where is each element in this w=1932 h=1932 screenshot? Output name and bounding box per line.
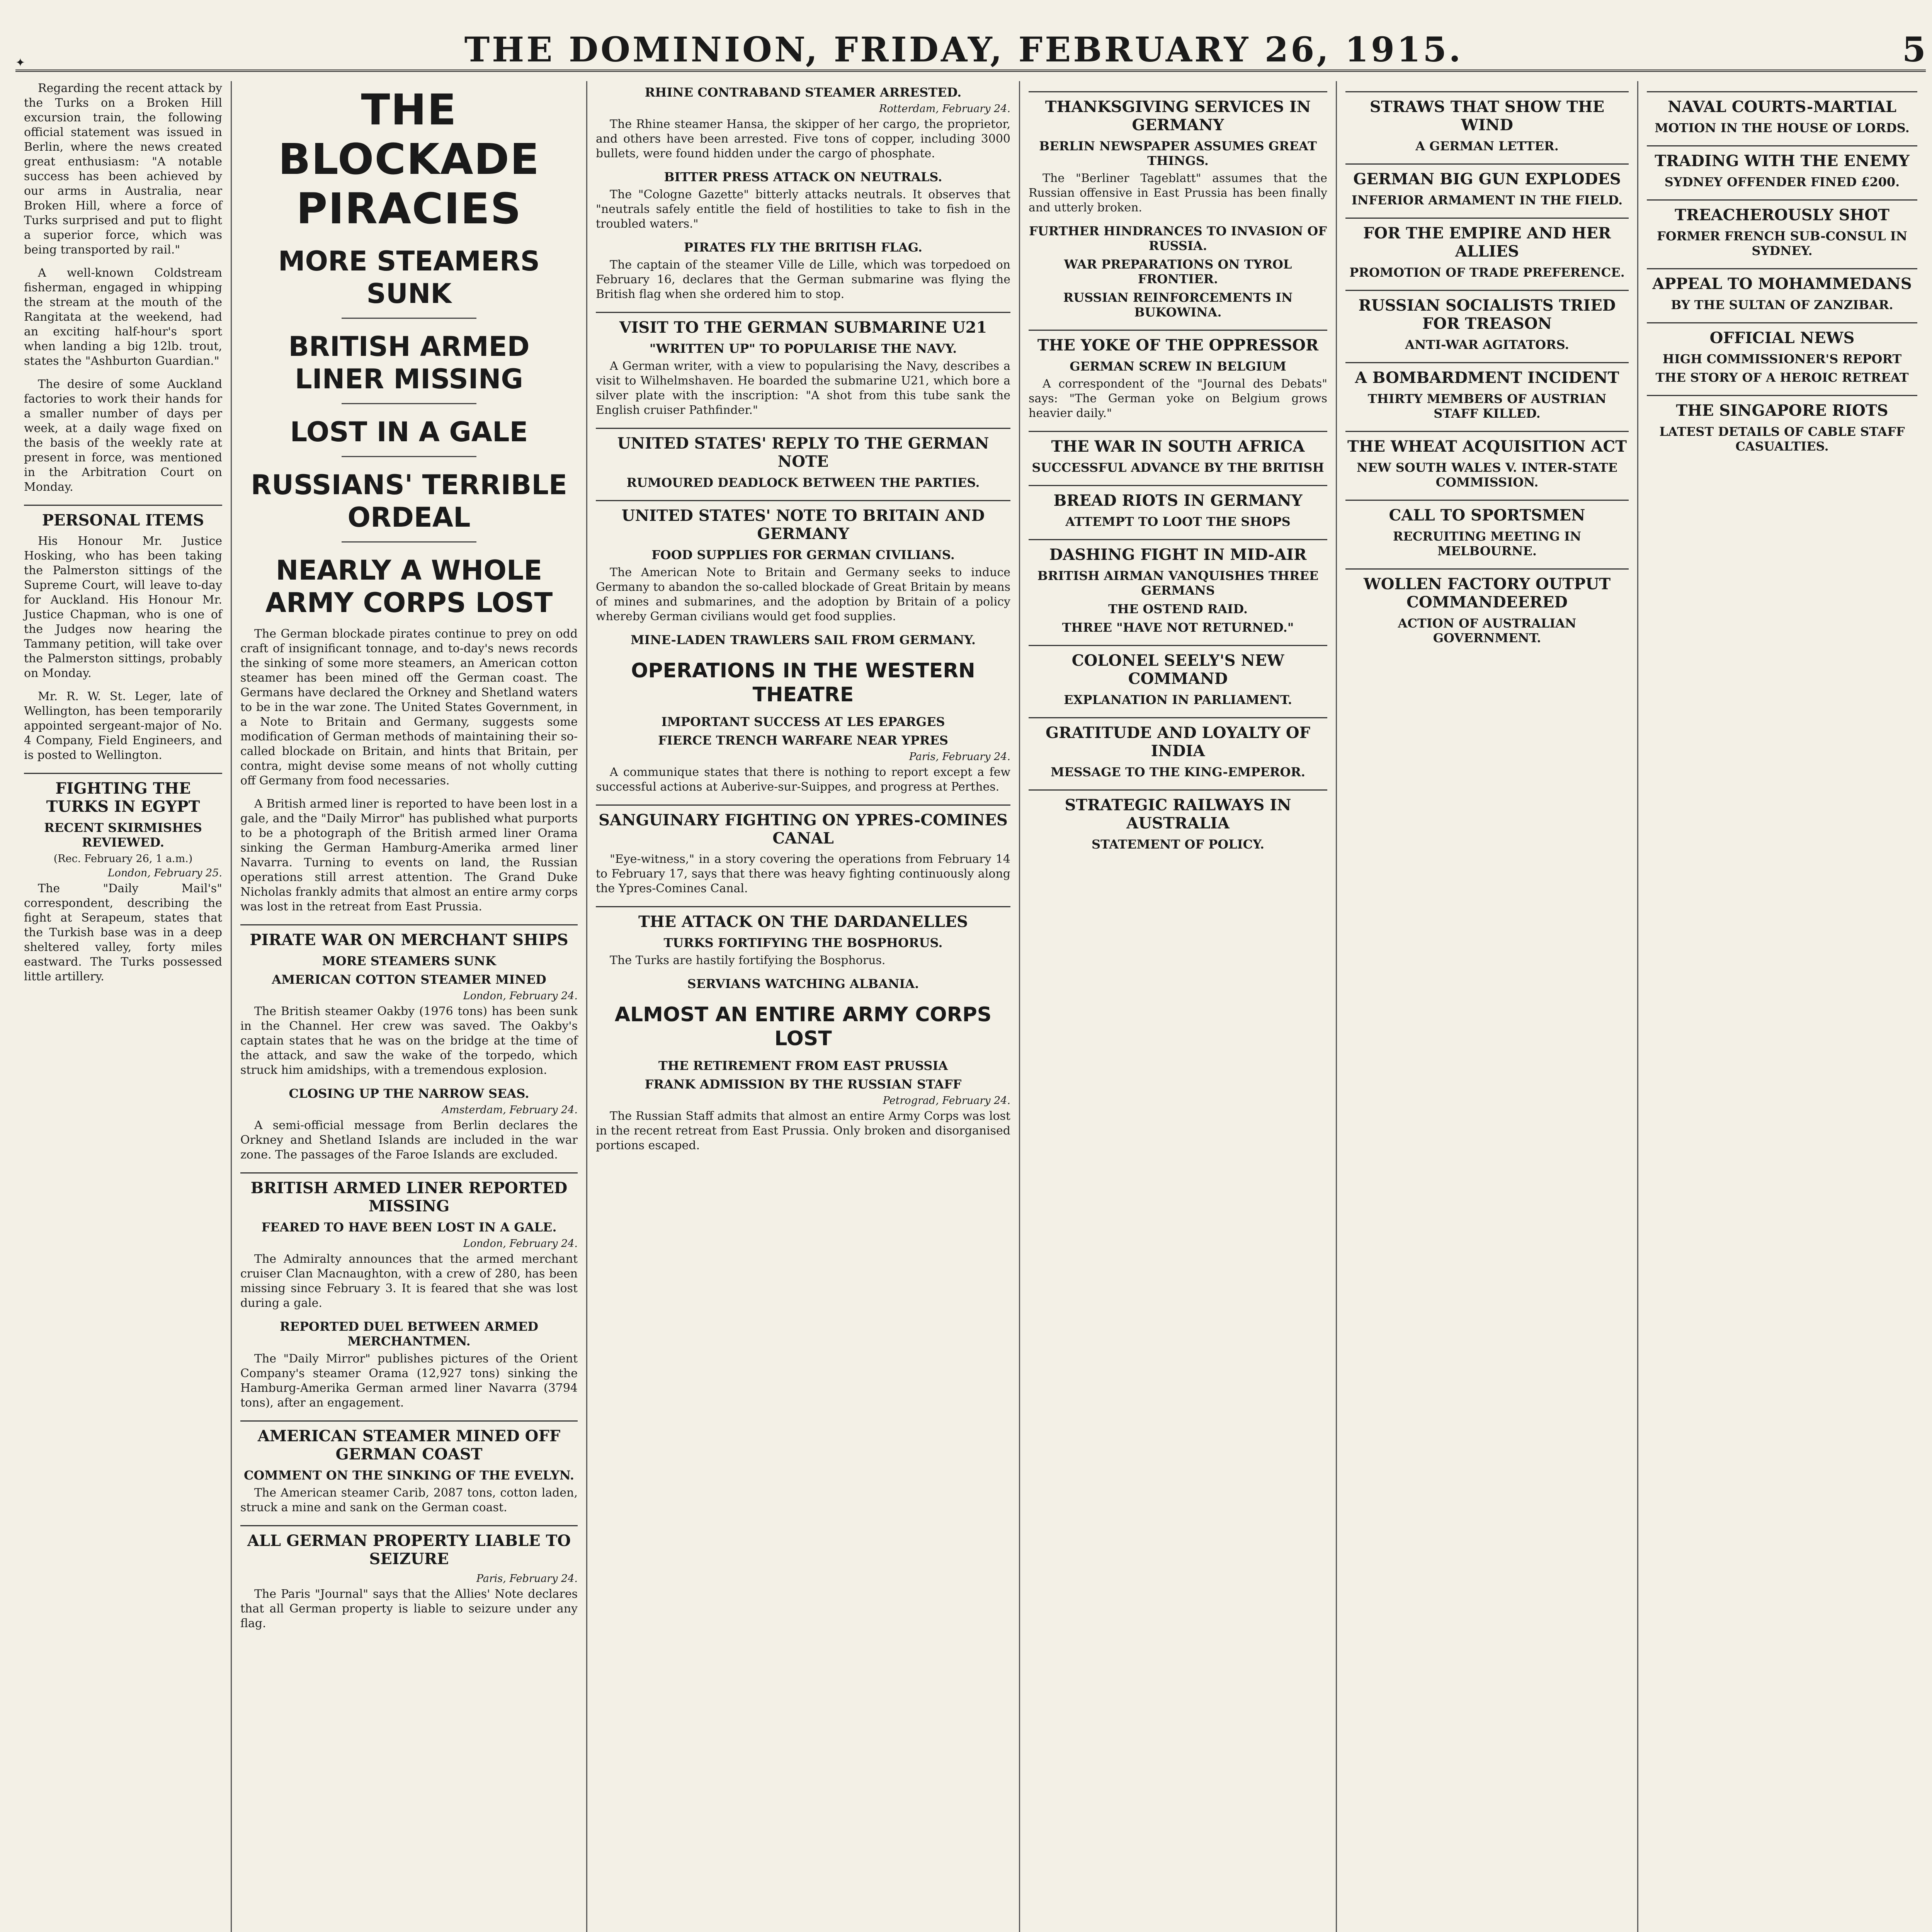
divider xyxy=(342,541,476,543)
section-heading: WOLLEN FACTORY OUTPUT COMMANDEERED xyxy=(1345,568,1629,611)
dateline: Rotterdam, February 24. xyxy=(879,103,1010,115)
article-text: A semi-official message from Berlin declares the Orkney and Shetland Islands are included in the war zone. The passages of the Faroe Islands are excluded. xyxy=(240,1119,578,1162)
subheading: FORMER FRENCH SUB-CONSUL IN SYDNEY. xyxy=(1657,229,1907,258)
newspaper-title: THE DOMINION, FRIDAY, FEBRUARY 26, 1915. xyxy=(464,29,1463,70)
section-heading: FIGHTING THE TURKS IN EGYPT xyxy=(24,773,222,816)
subheading: AMERICAN COTTON STEAMER MINED xyxy=(272,972,546,987)
section-heading: THANKSGIVING SERVICES IN GERMANY xyxy=(1029,91,1327,134)
article-text: Mr. R. W. St. Leger, late of Wellington, has been temporarily appointed sergeant-major of No. 4 Company, Field Engineers, and is posted to Wellington. xyxy=(24,690,222,762)
article-text: The "Daily Mail's" correspondent, describing the fight at Serapeum, states that the Turkish base was in a deep sheltered valley, forty miles eastward. The Turks possessed little artillery. xyxy=(24,882,222,983)
subheading: MINE-LADEN TRAWLERS SAIL FROM GERMANY. xyxy=(630,633,976,647)
masthead xyxy=(15,23,1926,72)
section-heading: GRATITUDE AND LOYALTY OF INDIA xyxy=(1029,717,1327,760)
article-text: The captain of the steamer Ville de Lille, which was torpedoed on February 16, declares that the German submarine was flying the British flag when she ordered him to stop. xyxy=(596,258,1010,301)
dateline: Petrograd, February 24. xyxy=(883,1095,1010,1107)
subheading: HIGH COMMISSIONER'S REPORT xyxy=(1662,352,1902,366)
subheading: ACTION OF AUSTRALIAN GOVERNMENT. xyxy=(1398,616,1577,645)
subheading: SYDNEY OFFENDER FINED £200. xyxy=(1664,175,1900,189)
article-text: The Turks are hastily fortifying the Bosphorus. xyxy=(610,954,886,967)
section-heading: PIRATE WAR ON MERCHANT SHIPS xyxy=(240,924,578,949)
column-1 xyxy=(15,81,232,1932)
article-text: The Rhine steamer Hansa, the skipper of her cargo, the proprietor, and others have been arrested. Five tons of copper, including 3000 bullets, were found hidden under the cargo of phosphate. xyxy=(596,117,1010,160)
article-text: The "Cologne Gazette" bitterly attacks neutrals. It observes that "neutrals safely entitle the field of hostilities to take to fish in the troubled waters." xyxy=(596,188,1010,231)
subheading: THE RETIREMENT FROM EAST PRUSSIA xyxy=(658,1058,948,1073)
dateline: London, February 24. xyxy=(463,1238,578,1250)
section-heading: THE WHEAT ACQUISITION ACT xyxy=(1345,431,1629,456)
subheading: THIRTY MEMBERS OF AUSTRIAN STAFF KILLED. xyxy=(1367,391,1607,421)
divider xyxy=(342,403,476,404)
headline: MORE STEAMERS SUNK xyxy=(278,245,540,310)
subheading: LATEST DETAILS OF CABLE STAFF CASUALTIES. xyxy=(1659,424,1905,454)
section-heading: STRATEGIC RAILWAYS IN AUSTRALIA xyxy=(1029,789,1327,832)
subheading: NEW SOUTH WALES V. INTER-STATE COMMISSION. xyxy=(1357,460,1617,490)
article-text: The Paris "Journal" says that the Allies' Note declares that all German property is liable to seizure under any flag. xyxy=(240,1587,578,1630)
section-heading: THE ATTACK ON THE DARDANELLES xyxy=(596,906,1010,931)
section-heading: NAVAL COURTS-MARTIAL xyxy=(1647,91,1917,116)
section-heading: CALL TO SPORTSMEN xyxy=(1345,500,1629,524)
headline: ALMOST AN ENTIRE ARMY CORPS LOST xyxy=(614,1003,992,1050)
subheading: GERMAN SCREW IN BELGIUM xyxy=(1070,359,1286,374)
subheading: RUSSIAN REINFORCEMENTS IN BUKOWINA. xyxy=(1063,290,1293,320)
section-heading: BRITISH ARMED LINER REPORTED MISSING xyxy=(240,1172,578,1215)
subheading: RHINE CONTRABAND STEAMER ARRESTED. xyxy=(645,85,962,100)
headline: OPERATIONS IN THE WESTERN THEATRE xyxy=(631,659,975,706)
subheading: THE OSTEND RAID. xyxy=(1108,602,1248,616)
subheading: ANTI-WAR AGITATORS. xyxy=(1405,337,1569,352)
section-heading: STRAWS THAT SHOW THE WIND xyxy=(1345,91,1629,134)
divider xyxy=(342,318,476,319)
dateline: (Rec. February 26, 1 a.m.) xyxy=(53,853,193,865)
subheading: INFERIOR ARMAMENT IN THE FIELD. xyxy=(1351,193,1623,207)
article-text: A British armed liner is reported to have been lost in a gale, and the "Daily Mirror" has published what purports to be a photograph of the British armed liner Orama sinking the German Hamburg-Amerika armed liner Navarra. Turning to events on land, the Russian operations still arrest attention. The Grand Duke Nicholas frankly admits that almost an entire army corps was lost in the retreat from East Prussia. xyxy=(240,797,578,913)
subheading: FURTHER HINDRANCES TO INVASION OF RUSSIA. xyxy=(1029,224,1327,253)
section-heading: FOR THE EMPIRE AND HER ALLIES xyxy=(1345,218,1629,260)
article-text: A German writer, with a view to popularising the Navy, describes a visit to Wilhelmshaven. He boarded the submarine U21, which bore a silver plate with the inscription: "A shot from this tube sank the English cruiser Pathfinder." xyxy=(596,359,1010,417)
column-4 xyxy=(1020,81,1337,1932)
article-text: A communique states that there is nothing to report except a few successful actions at Auberive-sur-Suippes, and progress at Perthes. xyxy=(596,765,1010,794)
section-heading: GERMAN BIG GUN EXPLODES xyxy=(1345,163,1629,188)
dateline: London, February 24. xyxy=(463,990,578,1002)
subheading: EXPLANATION IN PARLIAMENT. xyxy=(1064,692,1292,707)
masthead-ornament-left: ✦ xyxy=(15,56,26,70)
dateline: Amsterdam, February 24. xyxy=(442,1104,578,1116)
section-heading: OFFICIAL NEWS xyxy=(1647,322,1917,347)
section-heading: COLONEL SEELY'S NEW COMMAND xyxy=(1029,645,1327,688)
column-2 xyxy=(232,81,587,1932)
article-text: His Honour Mr. Justice Hosking, who has been taking the Palmerston sittings of the Supreme Court, will leave to-day for Auckland. His Honour Mr. Justice Chapman, who is one of the Judges now hearing the Tammany petition, will take over the Palmerston sittings, probably on Monday. xyxy=(24,534,222,680)
dateline: London, February 25. xyxy=(107,867,222,879)
subheading: STATEMENT OF POLICY. xyxy=(1092,837,1264,852)
article-text: The desire of some Auckland factories to work their hands for a smaller number of days per week, at a daily wage fixed on the basis of the weekly rate at present in force, was mentioned in the Arbitration Court on Monday. xyxy=(24,378,222,494)
main-headline: THE BLOCKADE PIRACIES xyxy=(278,85,540,233)
subheading: "WRITTEN UP" TO POPULARISE THE NAVY. xyxy=(649,341,957,356)
section-heading: TRADING WITH THE ENEMY xyxy=(1647,145,1917,170)
headline: BRITISH ARMED LINER MISSING xyxy=(288,331,530,395)
subheading: FRANK ADMISSION BY THE RUSSIAN STAFF xyxy=(645,1077,962,1092)
section-heading: DASHING FIGHT IN MID-AIR xyxy=(1029,539,1327,564)
subheading: BERLIN NEWSPAPER ASSUMES GREAT THINGS. xyxy=(1039,139,1317,168)
subheading: CLOSING UP THE NARROW SEAS. xyxy=(289,1086,529,1101)
article-text: Regarding the recent attack by the Turks on a Broken Hill excursion train, the following official statement was issued in Berlin, where the news created great enthusiasm: "A notable success has been achieved by our arms in Australia, near Broken Hill, where a force of Turks surprised and put to flight a superior force, which was being transported by rail." xyxy=(24,82,222,257)
section-heading: BREAD RIOTS IN GERMANY xyxy=(1029,485,1327,510)
section-heading: TREACHEROUSLY SHOT xyxy=(1647,199,1917,224)
subheading: MORE STEAMERS SUNK xyxy=(322,954,496,968)
dateline: Paris, February 24. xyxy=(909,751,1010,763)
section-heading: UNITED STATES' NOTE TO BRITAIN AND GERMANY xyxy=(596,500,1010,543)
subheading: RECRUITING MEETING IN MELBOURNE. xyxy=(1393,529,1582,558)
subheading: IMPORTANT SUCCESS AT LES EPARGES xyxy=(661,714,945,729)
subheading: REPORTED DUEL BETWEEN ARMED MERCHANTMEN. xyxy=(279,1319,539,1349)
section-heading: SANGUINARY FIGHTING ON YPRES-COMINES CANAL xyxy=(596,804,1010,847)
section-heading: APPEAL TO MOHAMMEDANS xyxy=(1647,268,1917,293)
page-number: 5 xyxy=(1902,29,1926,70)
article-text: The "Daily Mirror" publishes pictures of the Orient Company's steamer Orama (12,927 tons) sinking the Hamburg-Amerika German armed liner Navarra (3794 tons), after an engagement. xyxy=(240,1352,578,1410)
subheading: ATTEMPT TO LOOT THE SHOPS xyxy=(1065,514,1291,529)
subheading: BY THE SULTAN OF ZANZIBAR. xyxy=(1671,298,1893,312)
section-heading: PERSONAL ITEMS xyxy=(24,505,222,529)
dateline: Paris, February 24. xyxy=(476,1573,578,1585)
subheading: TURKS FORTIFYING THE BOSPHORUS. xyxy=(663,935,943,950)
subheading: PIRATES FLY THE BRITISH FLAG. xyxy=(684,240,923,255)
subheading: RECENT SKIRMISHES REVIEWED. xyxy=(44,820,202,850)
section-heading: THE WAR IN SOUTH AFRICA xyxy=(1029,431,1327,456)
subheading: THE STORY OF A HEROIC RETREAT xyxy=(1655,370,1909,385)
article-text: The Russian Staff admits that almost an entire Army Corps was lost in the recent retreat from East Prussia. Only broken and disorganised portions escaped. xyxy=(596,1109,1010,1152)
subheading: SUCCESSFUL ADVANCE BY THE BRITISH xyxy=(1032,460,1324,475)
section-heading: VISIT TO THE GERMAN SUBMARINE U21 xyxy=(596,312,1010,337)
section-heading: RUSSIAN SOCIALISTS TRIED FOR TREASON xyxy=(1345,290,1629,333)
article-text: The American steamer Carib, 2087 tons, cotton laden, struck a mine and sank on the German coast. xyxy=(240,1486,578,1514)
article-text: A correspondent of the "Journal des Debats" says: "The German yoke on Belgium grows heavier daily." xyxy=(1029,377,1327,420)
headline: NEARLY A WHOLE ARMY CORPS LOST xyxy=(265,554,553,619)
article-text: The Admiralty announces that the armed merchant cruiser Clan Macnaughton, with a crew of 280, has been missing since February 3. It is feared that she was lost during a gale. xyxy=(240,1252,578,1310)
article-text: The "Berliner Tageblatt" assumes that the Russian offensive in East Prussia has been finally and utterly broken. xyxy=(1029,172,1327,214)
subheading: MESSAGE TO THE KING-EMPEROR. xyxy=(1050,765,1306,779)
article-text: The German blockade pirates continue to prey on odd craft of insignificant tonnage, and to-day's news records the sinking of some more steamers, an American cotton steamer has been mined off the German coast. The Germans have declared the Orkney and Shetland waters to be in the war zone. The United States Government, in a Note to Britain and Germany, suggests some modification of German methods of maintaining their so-called blockade on Britain, and hints that Britain, per contra, might devise some means of not wholly cutting off Germany from food necessaries. xyxy=(240,627,578,787)
subheading: A GERMAN LETTER. xyxy=(1415,139,1559,153)
section-heading: ALL GERMAN PROPERTY LIABLE TO SEIZURE xyxy=(240,1525,578,1568)
subheading: FOOD SUPPLIES FOR GERMAN CIVILIANS. xyxy=(651,548,955,562)
subheading: BRITISH AIRMAN VANQUISHES THREE GERMANS xyxy=(1037,568,1319,598)
article-text: The American Note to Britain and Germany seeks to induce Germany to abandon the so-called blockade of Great Britain by means of mines and submarines, and the adoption by Britain of a policy whereby German civilians would get food supplies. xyxy=(596,566,1010,623)
column-3 xyxy=(587,81,1020,1932)
section-heading: UNITED STATES' REPLY TO THE GERMAN NOTE xyxy=(596,428,1010,471)
column-6 xyxy=(1638,81,1926,1932)
section-heading: A BOMBARDMENT INCIDENT xyxy=(1345,362,1629,387)
divider xyxy=(342,456,476,457)
subheading: FIERCE TRENCH WARFARE NEAR YPRES xyxy=(658,733,948,748)
subheading: COMMENT ON THE SINKING OF THE EVELYN. xyxy=(243,1468,574,1483)
subheading: PROMOTION OF TRADE PREFERENCE. xyxy=(1349,265,1625,280)
subheading: BITTER PRESS ATTACK ON NEUTRALS. xyxy=(664,170,942,184)
subheading: THREE "HAVE NOT RETURNED." xyxy=(1062,620,1294,635)
column-5 xyxy=(1337,81,1638,1932)
section-heading: THE SINGAPORE RIOTS xyxy=(1647,395,1917,420)
subheading: FEARED TO HAVE BEEN LOST IN A GALE. xyxy=(261,1220,557,1235)
subheading: SERVIANS WATCHING ALBANIA. xyxy=(687,976,919,991)
section-heading: THE YOKE OF THE OPPRESSOR xyxy=(1029,330,1327,354)
article-text: The British steamer Oakby (1976 tons) has been sunk in the Channel. Her crew was saved. The Oakby's captain states that he was on the bridge at the time of the attack, and saw the wake of the torpedo, which struck him amidships, with a tremendous explosion. xyxy=(240,1005,578,1077)
headline: RUSSIANS' TERRIBLE ORDEAL xyxy=(251,469,567,533)
subheading: WAR PREPARATIONS ON TYROL FRONTIER. xyxy=(1064,257,1292,286)
article-text: "Eye-witness," in a story covering the operations from February 14 to February 17, says that there was heavy fighting continuously along the Ypres-Comines Canal. xyxy=(596,852,1010,895)
subheading: MOTION IN THE HOUSE OF LORDS. xyxy=(1655,121,1910,135)
headline: LOST IN A GALE xyxy=(290,416,528,448)
subheading: RUMOURED DEADLOCK BETWEEN THE PARTIES. xyxy=(626,475,980,490)
article-text: A well-known Coldstream fisherman, engaged in whipping the stream at the mouth of the Rangitata at the weekend, had an exciting half-hour's sport when landing a big 12lb. trout, states the "Ashburton Guardian." xyxy=(24,266,222,368)
section-heading: AMERICAN STEAMER MINED OFF GERMAN COAST xyxy=(240,1420,578,1463)
columns xyxy=(15,81,1926,1932)
